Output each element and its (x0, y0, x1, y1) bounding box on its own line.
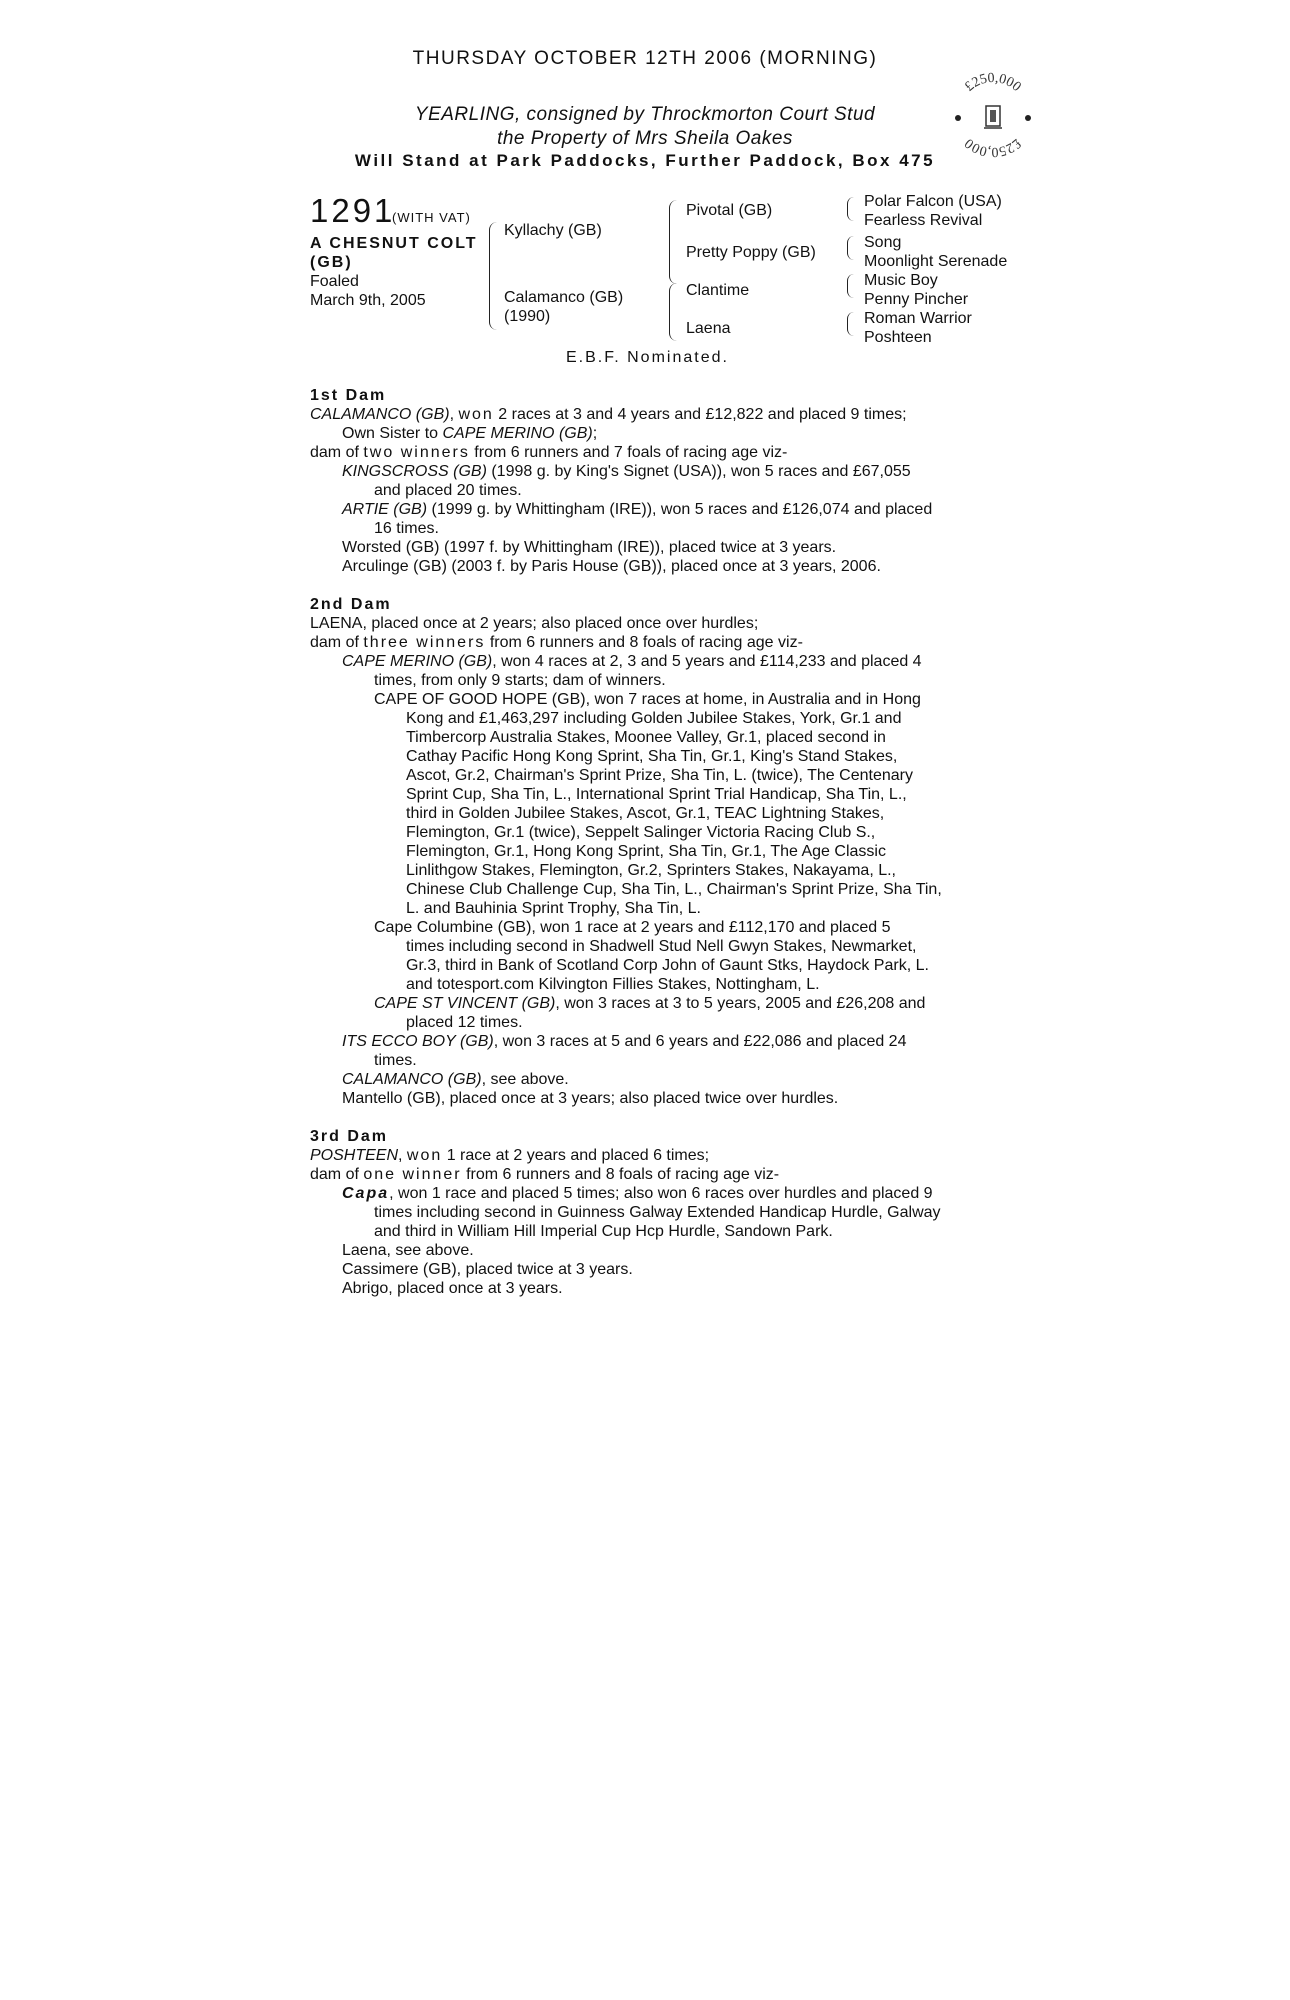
svg-text:£250,000 (962, 135, 1023, 159)
consignor-line: YEARLING, consigned by Throckmorton Court Stud (414, 104, 876, 125)
third-dam-heading: 3rd Dam (310, 1128, 389, 1145)
cape-good-hope-line-2: Kong and £1,463,297 including Golden Jubilee Stakes, York, Gr.1 and (406, 710, 902, 727)
worsted-line: Worsted (GB) (1997 f. by Whittingham (IRE)), placed twice at 3 years. (342, 539, 837, 556)
horse-origin: (GB) (310, 254, 353, 271)
ped-sds: Song (864, 234, 902, 251)
cape-columbine-line-2: times including second in Shadwell Stud Nell Gwyn Stakes, Newmarket, (406, 938, 917, 955)
pedigree-brace-sire (669, 200, 677, 284)
ped-sdd: Moonlight Serenade (864, 253, 1008, 270)
abrigo-line: Abrigo, placed once at 3 years. (342, 1280, 563, 1297)
cape-good-hope-line-10: Linlithgow Stakes, Flemington, Gr.2, Sprinters Stakes, Nakayama, L., (406, 862, 896, 879)
auction-stamp-icon (948, 70, 1038, 160)
mantello-line: Mantello (GB), placed once at 3 years; also placed twice over hurdles. (342, 1090, 839, 1107)
cape-good-hope-line-11: Chinese Club Challenge Cup, Sha Tin, L., Chairman's Sprint Prize, Sha Tin, (406, 881, 942, 898)
kingscross-line-1: KINGSCROSS (GB) (1998 g. by King's Signet (USA)), won 5 races and £67,055 (342, 463, 911, 480)
dam-dam-name: Laena (686, 320, 731, 337)
stamp-top-text: £250,000 (962, 70, 1024, 95)
stand-location: Will Stand at Park Paddocks, Further Paddock, Box 475 (354, 151, 936, 170)
cape-merino-line-1: CAPE MERINO (GB), won 4 races at 2, 3 and 5 years and £114,233 and placed 4 (342, 653, 922, 670)
ped-dds: Roman Warrior (864, 310, 972, 327)
sire-dam-name: Pretty Poppy (GB) (686, 244, 816, 261)
its-ecco-boy-line-2: times. (374, 1052, 417, 1069)
cape-st-vincent-line-2: placed 12 times. (406, 1014, 523, 1031)
cape-good-hope-line-9: Flemington, Gr.1, Hong Kong Sprint, Sha Tin, Gr.1, The Age Classic (406, 843, 886, 860)
cape-good-hope-line-1: CAPE OF GOOD HOPE (GB), won 7 races at home, in Australia and in Hong (374, 691, 921, 708)
cape-good-hope-line-7: third in Golden Jubilee Stakes, Ascot, Gr.1, TEAC Lightning Stakes, (406, 805, 885, 822)
foaled-label: Foaled (310, 273, 359, 290)
horse-description: A CHESNUT COLT (310, 235, 478, 252)
first-dam-line-3: dam of two winners from 6 runners and 7 foals of racing age viz- (310, 444, 788, 461)
pedigree-brace-dam (669, 283, 677, 341)
ped-dsd: Penny Pincher (864, 291, 969, 308)
property-line: the Property of Mrs Sheila Oakes (497, 128, 793, 149)
kingscross-line-2: and placed 20 times. (374, 482, 522, 499)
stamp-bottom-text: £250,000 (962, 135, 1024, 160)
ped-dss: Music Boy (864, 272, 938, 289)
foaled-date: March 9th, 2005 (310, 292, 426, 309)
artie-line-2: 16 times. (374, 520, 439, 537)
ped-ssd: Fearless Revival (864, 212, 983, 229)
pedigree-brace-ds (847, 274, 854, 298)
first-dam-line-2: Own Sister to CAPE MERINO (GB); (342, 425, 598, 442)
pedigree-brace-sd (847, 236, 854, 260)
cape-good-hope-line-8: Flemington, Gr.1 (twice), Seppelt Salinger Victoria Racing Club S., (406, 824, 876, 841)
sire-name: Kyllachy (GB) (504, 222, 602, 239)
laena-line: Laena, see above. (342, 1242, 474, 1259)
cape-st-vincent-line-1: CAPE ST VINCENT (GB), won 3 races at 3 to 5 years, 2005 and £26,208 and (374, 995, 926, 1012)
cape-merino-line-2: times, from only 9 starts; dam of winners. (374, 672, 666, 689)
ped-ddd: Poshteen (864, 329, 932, 346)
svg-text:£250,000 (962, 71, 1023, 95)
capa-line-2: times including second in Guinness Galway Extended Handicap Hurdle, Galway (374, 1204, 941, 1221)
lot-number: 1291 (310, 192, 396, 229)
sale-date: THURSDAY OCTOBER 12TH 2006 (MORNING) (412, 48, 878, 69)
third-dam-line-2: dam of one winner from 6 runners and 8 foals of racing age viz- (310, 1166, 780, 1183)
sire-sire-name: Pivotal (GB) (686, 202, 773, 219)
capa-line-1: Capa, won 1 race and placed 5 times; also won 6 races over hurdles and placed 9 (342, 1185, 933, 1202)
vat-note: (WITH VAT) (392, 210, 471, 225)
calamanco-see-above: CALAMANCO (GB), see above. (342, 1071, 569, 1088)
second-dam-line-2: dam of three winners from 6 runners and 8 foals of racing age viz- (310, 634, 803, 651)
cape-columbine-line-4: and totesport.com Kilvington Fillies Stakes, Nottingham, L. (406, 976, 820, 993)
cape-columbine-line-1: Cape Columbine (GB), won 1 race at 2 years and £112,170 and placed 5 (374, 919, 891, 936)
dam-name: Calamanco (GB) (504, 289, 624, 306)
pedigree-brace-ss (847, 197, 854, 221)
ped-sss: Polar Falcon (USA) (864, 193, 1002, 210)
cape-columbine-line-3: Gr.3, third in Bank of Scotland Corp John of Gaunt Stks, Haydock Park, L. (406, 957, 929, 974)
cape-good-hope-line-6: Sprint Cup, Sha Tin, L., International Sprint Trial Handicap, Sha Tin, L., (406, 786, 907, 803)
its-ecco-boy-line-1: ITS ECCO BOY (GB), won 3 races at 5 and 6 years and £22,086 and placed 24 (342, 1033, 907, 1050)
first-dam-heading: 1st Dam (310, 387, 387, 404)
pedigree-brace-main (489, 222, 498, 330)
arculinge-line: Arculinge (GB) (2003 f. by Paris House (GB)), placed once at 3 years, 2006. (342, 558, 881, 575)
ebf-note: E.B.F. Nominated. (566, 349, 729, 366)
cassimere-line: Cassimere (GB), placed twice at 3 years. (342, 1261, 633, 1278)
dam-year: (1990) (504, 308, 551, 325)
third-dam-line-1: POSHTEEN, won 1 race at 2 years and placed 6 times; (310, 1147, 710, 1164)
cape-good-hope-line-3: Timbercorp Australia Stakes, Moonee Valley, Gr.1, placed second in (406, 729, 886, 746)
first-dam-line-1: CALAMANCO (GB), won 2 races at 3 and 4 years and £12,822 and placed 9 times; (310, 406, 907, 423)
artie-line-1: ARTIE (GB) (1999 g. by Whittingham (IRE)), won 5 races and £126,074 and placed (342, 501, 933, 518)
second-dam-line-1: LAENA, placed once at 2 years; also placed once over hurdles; (310, 615, 759, 632)
cape-good-hope-line-4: Cathay Pacific Hong Kong Sprint, Sha Tin, Gr.1, King's Stand Stakes, (406, 748, 898, 765)
pedigree-brace-dd (847, 312, 854, 336)
cape-good-hope-line-12: L. and Bauhinia Sprint Trophy, Sha Tin, L. (406, 900, 701, 917)
cape-good-hope-line-5: Ascot, Gr.2, Chairman's Sprint Prize, Sha Tin, L. (twice), The Centenary (406, 767, 913, 784)
second-dam-heading: 2nd Dam (310, 596, 392, 613)
dam-sire-name: Clantime (686, 282, 750, 299)
capa-line-3: and third in William Hill Imperial Cup Hcp Hurdle, Sandown Park. (374, 1223, 833, 1240)
